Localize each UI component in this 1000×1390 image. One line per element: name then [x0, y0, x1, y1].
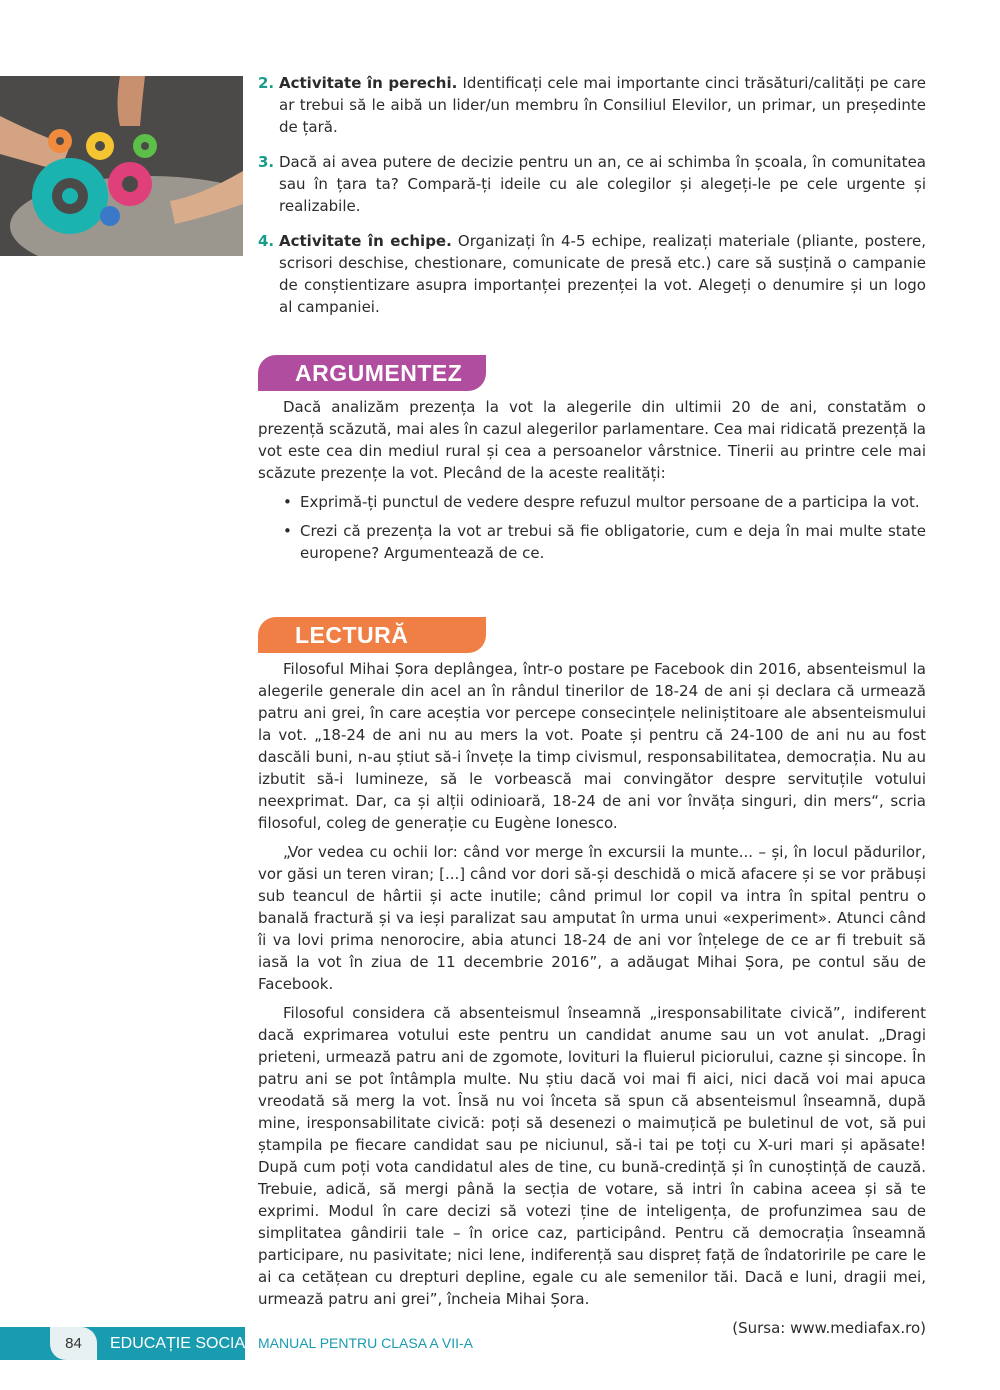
argumentez-heading: ARGUMENTEZ — [258, 355, 486, 391]
activity-title: Activitate în perechi. — [279, 74, 458, 92]
green-gear — [133, 134, 157, 158]
argumentez-section — [258, 396, 926, 571]
activity-number: 2. — [258, 74, 275, 92]
activity-number: 3. — [258, 153, 275, 171]
lectura-section — [258, 658, 926, 1339]
lectura-paragraph: Filosoful Mihai Șora deplângea, într-o postare pe Facebook din 2016, absenteismul la alegerile generale din acel an în rândul tinerilor de 18-24 de ani și declara că urmează patru ani grei, în care aceștia vor percepe consecințele neliniștitoare ale absenteismului la vot. „18-24 de ani nu au mers la vot. Poate și pentru că 24-100 de ani nu au fost dascăli buni, n-au știut să-i învețe la timp civismul, responsabilitatea, democrația. Nu au izbutit să-i lumineze, să le vorbească mai convingător despre servituțile votului neexprimat. Dar, ca și alții odinioară, 18-24 de ani vor învăța singuri, din mers“, scria filosoful, coleg de generație cu Eugène Ionesco. — [258, 660, 926, 832]
bullet-item: • Crezi că prezența la vot ar trebui să fie obligatorie, cum e deja în mai multe state europene? Argumentează de ce. — [258, 520, 926, 564]
activity-text: Identificați cele mai importante cinci trăsături/calități pe care ar trebui să le aibă un lider/un membru în Consiliul Elevilor, un primar, un președinte de țară. — [279, 74, 926, 136]
activity-body — [279, 72, 926, 138]
orange-gear — [48, 129, 72, 153]
activity-number: 4. — [258, 232, 275, 250]
activity-body — [279, 151, 926, 217]
lectura-heading: LECTURĂ — [258, 617, 486, 653]
lectura-paragraph: „Vor vedea cu ochii lor: când vor merge în excursii la munte... – și, în locul pădurilor, vor găsi un teren viran; [...] când vor dori să-și deschidă o mică afacere și se vor prăbuși sub teancul de hârtii și acte inutile; când primul lor copil va intra în spital pentru o banală fractură și va ieși paralizat sau amputat în urma unui «experiment». Atunci când îi va lovi prima nenorocire, abia atunci 18-24 de ani vor înțelege de ce ar fi trebuit să iasă la vot în ziua de 11 decembrie 2016”, a adăugat Mihai Șora, pe contul său de Facebook. — [258, 843, 926, 993]
activity-item — [258, 72, 926, 138]
lectura-paragraph: Filosoful considera că absenteismul înseamnă „iresponsabilitate civică”, indiferent dacă exprimarea votului este pentru un candidat anume sau un vot anulat. „Dragi prieteni, urmează patru ani de zgomote, lovituri la fluierul piciorului, cazne și sincope. În patru ani se pot întâmpla multe. Nu știu dacă voi mai fi aici, nici dacă voi mai apuca vreodată să merg la vot. Însă nu voi înceta să spun că absenteismul înseamnă, după mine, iresponsabilitate civică: poți să desenezi o maimuțică pe buletinul de vot, să pui ștampila pe fiecare candidat sau pe niciunul, să-i tai pe toți cu X-uri mari și apăsate! După cum poți vota candidatul ales de tine, cu bună-credință și în cunoștință de cauză. Trebuie, adică, să mergi până la secția de votare, să intri în cabina aceea și să te exprimi. Modul în care decizi să votezi ține de inteligența, de profunzimea sau de simplitatea gândirii tale – în orice caz, participând. Pentru că democrația înseamnă participare, nu pasivitate; nici lene, indiferență sau dispreț față de îndatoririle pe care le ai ca cetățean cu drepturi depline, egale cu ale semenilor tăi. Dacă e luni, dragii mei, urmează patru ani grei”, încheia Mihai Șora. — [258, 1004, 926, 1308]
teal-gear — [32, 158, 108, 234]
activity-body — [279, 230, 926, 318]
activities-list — [258, 72, 926, 331]
footer-manual-title: MANUAL PENTRU CLASA A VII-A — [258, 1335, 473, 1351]
activity-item — [258, 151, 926, 217]
activity-item — [258, 230, 926, 318]
blue-gear — [100, 206, 120, 226]
activity-title: Activitate în echipe. — [279, 232, 452, 250]
argumentez-intro: Dacă analizăm prezența la vot la alegerile din ultimii 20 de ani, constatăm o prezență scăzută, mai ales în cazul alegerilor parlamentare. Cea mai ridicată prezență la vot este cea din mediul rural și cea a persoanelor vârstnice. Tinerii au printre cele mai scăzute prezențe la vot. Plecând de la aceste realități: — [258, 398, 926, 482]
gears-illustration — [0, 76, 243, 256]
gears-teamwork-photo — [0, 76, 243, 256]
argumentez-bullets — [258, 491, 926, 564]
activity-text: Dacă ai avea putere de decizie pentru un an, ce ai schimba în școala, în comunitatea sau în țara ta? Compară-ți ideile cu ale colegilor și alegeți-le pe cele urgente și realizabile. — [279, 153, 926, 215]
activity-text: Organizați în 4-5 echipe, realizați materiale (pliante, postere, scrisori deschise, chestionare, comunicate de presă etc.) care să susțină o campanie de conștientizare asupra importanței prezenței la vot. Alegeți o denumire și un logo al campaniei. — [279, 232, 926, 316]
bullet-item: • Exprimă-ți punctul de vedere despre refuzul multor persoane de a participa la vot. — [258, 491, 926, 513]
pink-gear — [108, 162, 152, 206]
page-number: 84 — [50, 1327, 97, 1360]
footer-subject: EDUCAȚIE SOCIALĂ — [110, 1335, 265, 1352]
source-citation: (Sursa: www.mediafax.ro) — [732, 1319, 926, 1337]
yellow-gear — [86, 132, 114, 160]
